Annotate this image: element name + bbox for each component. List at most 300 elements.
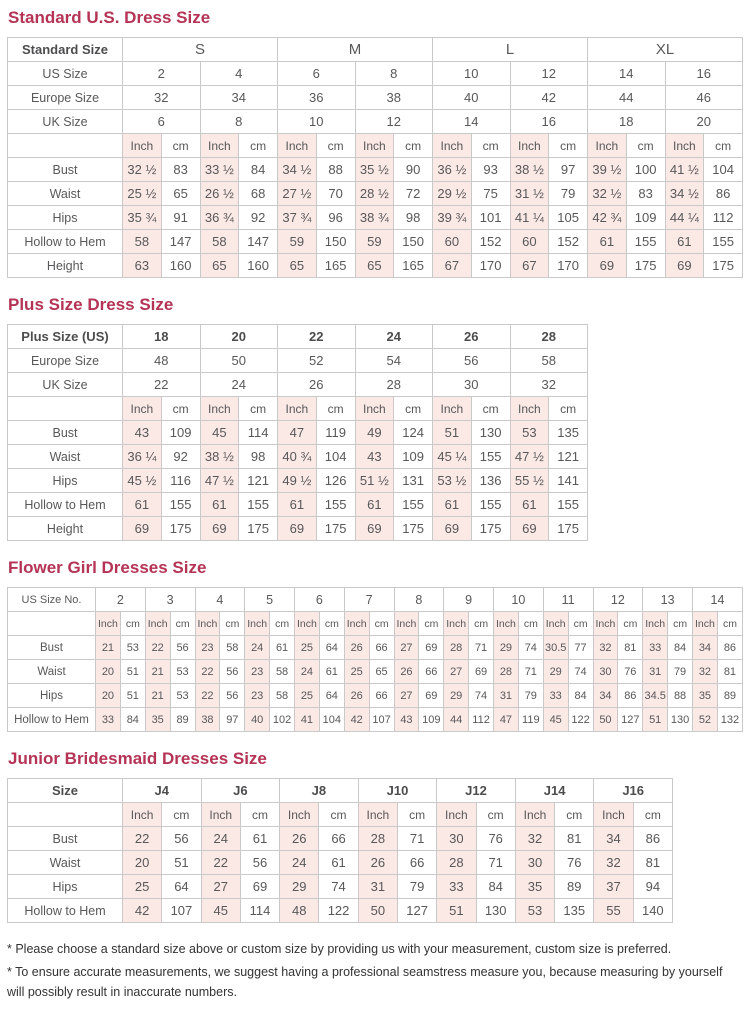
- unit-cm-header: cm: [170, 612, 195, 636]
- row-label: Hips: [8, 684, 96, 708]
- cm-cell: 107: [162, 899, 201, 923]
- inch-cell: 33: [96, 708, 121, 732]
- group-header: 2: [96, 588, 146, 612]
- group-header: M: [278, 38, 433, 62]
- cm-cell: 147: [239, 230, 278, 254]
- unit-cm-header: cm: [549, 397, 588, 421]
- cm-cell: 86: [704, 182, 743, 206]
- unit-cm-header: cm: [316, 134, 355, 158]
- inch-cell: 69: [433, 517, 472, 541]
- inch-cell: 22: [195, 660, 220, 684]
- cm-cell: 66: [419, 660, 444, 684]
- cm-cell: 79: [549, 182, 588, 206]
- row-label: Europe Size: [8, 349, 123, 373]
- cm-cell: 68: [239, 182, 278, 206]
- row-label: UK Size: [8, 373, 123, 397]
- cm-cell: 170: [549, 254, 588, 278]
- info-cell: 12: [510, 62, 588, 86]
- inch-cell: 63: [123, 254, 162, 278]
- unit-cm-header: cm: [394, 134, 433, 158]
- inch-cell: 30.5: [543, 636, 568, 660]
- unit-cm-header: cm: [555, 803, 594, 827]
- cm-cell: 79: [518, 684, 543, 708]
- inch-cell: 33 ½: [200, 158, 239, 182]
- inch-cell: 51 ½: [355, 469, 394, 493]
- unit-cm-header: cm: [220, 612, 245, 636]
- group-header: 22: [278, 325, 356, 349]
- unit-row: [8, 612, 743, 636]
- cm-cell: 71: [518, 660, 543, 684]
- row-label: [8, 803, 123, 827]
- inch-cell: 22: [195, 684, 220, 708]
- unit-cm-header: cm: [397, 803, 436, 827]
- info-cell: 14: [433, 110, 511, 134]
- cm-cell: 56: [162, 827, 201, 851]
- measure-row: [8, 421, 588, 445]
- unit-row: [8, 803, 673, 827]
- unit-cm-header: cm: [419, 612, 444, 636]
- unit-inch-header: Inch: [280, 803, 319, 827]
- cm-cell: 84: [120, 708, 145, 732]
- cm-cell: 114: [240, 899, 279, 923]
- cm-cell: 104: [316, 445, 355, 469]
- inch-cell: 41 ¼: [510, 206, 549, 230]
- inch-cell: 23: [245, 660, 270, 684]
- cm-cell: 165: [316, 254, 355, 278]
- inch-cell: 42 ¾: [588, 206, 627, 230]
- cm-cell: 81: [633, 851, 672, 875]
- unit-cm-header: cm: [471, 134, 510, 158]
- info-cell: 52: [278, 349, 356, 373]
- unit-inch-header: Inch: [96, 612, 121, 636]
- measure-row: [8, 230, 743, 254]
- info-cell: 14: [588, 62, 666, 86]
- inch-cell: 53: [515, 899, 554, 923]
- group-header: 8: [394, 588, 444, 612]
- row-label: Waist: [8, 851, 123, 875]
- info-cell: 32: [123, 86, 201, 110]
- measure-row: [8, 899, 673, 923]
- cm-cell: 100: [626, 158, 665, 182]
- inch-cell: 28: [437, 851, 476, 875]
- inch-cell: 30: [515, 851, 554, 875]
- inch-cell: 34: [693, 636, 718, 660]
- cm-cell: 155: [316, 493, 355, 517]
- cm-cell: 69: [240, 875, 279, 899]
- row-label: US Size: [8, 62, 123, 86]
- cm-cell: 132: [717, 708, 742, 732]
- inch-cell: 20: [96, 660, 121, 684]
- inch-cell: 32: [593, 636, 618, 660]
- group-header: 13: [643, 588, 693, 612]
- cm-cell: 175: [394, 517, 433, 541]
- cm-cell: 76: [555, 851, 594, 875]
- unit-inch-header: Inch: [643, 612, 668, 636]
- group-header: J6: [201, 779, 280, 803]
- cm-cell: 127: [618, 708, 643, 732]
- cm-cell: 150: [316, 230, 355, 254]
- section-standard: [7, 8, 743, 278]
- unit-cm-header: cm: [120, 612, 145, 636]
- measure-row: [8, 182, 743, 206]
- cm-cell: 147: [161, 230, 200, 254]
- cm-cell: 64: [319, 684, 344, 708]
- unit-inch-header: Inch: [693, 612, 718, 636]
- info-cell: 32: [510, 373, 588, 397]
- inch-cell: 67: [433, 254, 472, 278]
- cm-cell: 112: [469, 708, 494, 732]
- info-cell: 34: [200, 86, 278, 110]
- inch-cell: 27: [444, 660, 469, 684]
- inch-cell: 44 ¼: [665, 206, 704, 230]
- corner-header: US Size No.: [8, 588, 96, 612]
- inch-cell: 50: [358, 899, 397, 923]
- unit-inch-header: Inch: [510, 134, 549, 158]
- corner-header: Standard Size: [8, 38, 123, 62]
- cm-cell: 88: [668, 684, 693, 708]
- inch-cell: 38: [195, 708, 220, 732]
- unit-row: [8, 397, 588, 421]
- group-header: J16: [594, 779, 673, 803]
- cm-cell: 152: [549, 230, 588, 254]
- cm-cell: 61: [319, 851, 358, 875]
- group-header: J14: [515, 779, 594, 803]
- inch-cell: 50: [593, 708, 618, 732]
- measure-row: [8, 517, 588, 541]
- inch-cell: 26: [280, 827, 319, 851]
- cm-cell: 136: [471, 469, 510, 493]
- inch-cell: 47: [278, 421, 317, 445]
- info-cell: 56: [433, 349, 511, 373]
- info-cell: 10: [278, 110, 356, 134]
- unit-row: [8, 134, 743, 158]
- row-label: [8, 612, 96, 636]
- inch-cell: 34: [594, 827, 633, 851]
- size-tables-container: [7, 8, 743, 923]
- unit-inch-header: Inch: [295, 612, 320, 636]
- inch-cell: 21: [145, 660, 170, 684]
- flower-size-table: [7, 587, 743, 732]
- group-header: J12: [437, 779, 516, 803]
- cm-cell: 155: [394, 493, 433, 517]
- inch-cell: 55 ½: [510, 469, 549, 493]
- cm-cell: 155: [239, 493, 278, 517]
- inch-cell: 20: [96, 684, 121, 708]
- cm-cell: 155: [471, 493, 510, 517]
- cm-cell: 89: [170, 708, 195, 732]
- group-header: 20: [200, 325, 278, 349]
- inch-cell: 42: [123, 899, 162, 923]
- inch-cell: 69: [200, 517, 239, 541]
- inch-cell: 38 ¾: [355, 206, 394, 230]
- unit-cm-header: cm: [668, 612, 693, 636]
- cm-cell: 51: [162, 851, 201, 875]
- row-label: Waist: [8, 660, 96, 684]
- cm-cell: 79: [397, 875, 436, 899]
- inch-cell: 26: [394, 660, 419, 684]
- row-label: Waist: [8, 182, 123, 206]
- info-cell: 18: [588, 110, 666, 134]
- row-label: Hollow to Hem: [8, 493, 123, 517]
- cm-cell: 75: [471, 182, 510, 206]
- group-header: 14: [693, 588, 743, 612]
- inch-cell: 69: [278, 517, 317, 541]
- inch-cell: 35: [515, 875, 554, 899]
- cm-cell: 81: [555, 827, 594, 851]
- group-header: 28: [510, 325, 588, 349]
- measure-row: [8, 636, 743, 660]
- cm-cell: 140: [633, 899, 672, 923]
- unit-inch-header: Inch: [515, 803, 554, 827]
- section-title-plus: Plus Size Dress Size: [8, 295, 174, 314]
- cm-cell: 175: [316, 517, 355, 541]
- inch-cell: 58: [123, 230, 162, 254]
- cm-cell: 160: [161, 254, 200, 278]
- info-cell: 4: [200, 62, 278, 86]
- inch-cell: 32: [693, 660, 718, 684]
- unit-cm-header: cm: [549, 134, 588, 158]
- inch-cell: 34: [593, 684, 618, 708]
- corner-header: Size: [8, 779, 123, 803]
- unit-cm-header: cm: [469, 612, 494, 636]
- footer-notes: [7, 940, 743, 1016]
- inch-cell: 69: [588, 254, 627, 278]
- cm-cell: 141: [549, 469, 588, 493]
- cm-cell: 58: [220, 636, 245, 660]
- row-label: Hips: [8, 469, 123, 493]
- cm-cell: 131: [394, 469, 433, 493]
- inch-cell: 31: [358, 875, 397, 899]
- group-header: 3: [145, 588, 195, 612]
- inch-cell: 20: [123, 851, 162, 875]
- unit-cm-header: cm: [270, 612, 295, 636]
- group-header-row: [8, 779, 673, 803]
- cm-cell: 96: [316, 206, 355, 230]
- inch-cell: 26: [344, 684, 369, 708]
- cm-cell: 90: [394, 158, 433, 182]
- cm-cell: 77: [568, 636, 593, 660]
- unit-cm-header: cm: [626, 134, 665, 158]
- inch-cell: 28: [358, 827, 397, 851]
- unit-cm-header: cm: [316, 397, 355, 421]
- inch-cell: 45 ½: [123, 469, 162, 493]
- inch-cell: 33: [543, 684, 568, 708]
- inch-cell: 28: [444, 636, 469, 660]
- unit-inch-header: Inch: [594, 803, 633, 827]
- unit-inch-header: Inch: [200, 397, 239, 421]
- inch-cell: 27 ½: [278, 182, 317, 206]
- unit-inch-header: Inch: [433, 397, 472, 421]
- inch-cell: 61: [588, 230, 627, 254]
- inch-cell: 31: [494, 684, 519, 708]
- inch-cell: 58: [200, 230, 239, 254]
- cm-cell: 130: [471, 421, 510, 445]
- cm-cell: 61: [240, 827, 279, 851]
- cm-cell: 109: [161, 421, 200, 445]
- cm-cell: 81: [717, 660, 742, 684]
- cm-cell: 165: [394, 254, 433, 278]
- unit-inch-header: Inch: [278, 134, 317, 158]
- info-cell: 12: [355, 110, 433, 134]
- section-junior: [7, 749, 743, 923]
- row-label: Height: [8, 517, 123, 541]
- cm-cell: 53: [170, 684, 195, 708]
- row-label: Height: [8, 254, 123, 278]
- cm-cell: 155: [704, 230, 743, 254]
- row-label: Hips: [8, 206, 123, 230]
- inch-cell: 24: [245, 636, 270, 660]
- row-label: Hollow to Hem: [8, 708, 96, 732]
- unit-cm-header: cm: [369, 612, 394, 636]
- cm-cell: 122: [568, 708, 593, 732]
- cm-cell: 150: [394, 230, 433, 254]
- group-header: 6: [295, 588, 345, 612]
- info-row: [8, 110, 743, 134]
- info-cell: 36: [278, 86, 356, 110]
- unit-inch-header: Inch: [123, 397, 162, 421]
- cm-cell: 121: [239, 469, 278, 493]
- row-label: Bust: [8, 158, 123, 182]
- inch-cell: 61: [510, 493, 549, 517]
- inch-cell: 61: [200, 493, 239, 517]
- cm-cell: 119: [518, 708, 543, 732]
- inch-cell: 47 ½: [200, 469, 239, 493]
- unit-inch-header: Inch: [201, 803, 240, 827]
- unit-cm-header: cm: [239, 134, 278, 158]
- cm-cell: 66: [397, 851, 436, 875]
- cm-cell: 74: [518, 636, 543, 660]
- inch-cell: 52: [693, 708, 718, 732]
- group-header: J10: [358, 779, 437, 803]
- info-cell: 58: [510, 349, 588, 373]
- inch-cell: 45: [543, 708, 568, 732]
- inch-cell: 43: [355, 445, 394, 469]
- inch-cell: 61: [278, 493, 317, 517]
- inch-cell: 29: [444, 684, 469, 708]
- row-label: Hollow to Hem: [8, 899, 123, 923]
- group-header: L: [433, 38, 588, 62]
- cm-cell: 155: [626, 230, 665, 254]
- inch-cell: 34 ½: [665, 182, 704, 206]
- info-cell: 8: [200, 110, 278, 134]
- cm-cell: 58: [270, 660, 295, 684]
- measure-row: [8, 493, 588, 517]
- unit-cm-header: cm: [476, 803, 515, 827]
- group-header: 24: [355, 325, 433, 349]
- unit-inch-header: Inch: [543, 612, 568, 636]
- cm-cell: 86: [633, 827, 672, 851]
- section-flower: [7, 558, 743, 732]
- unit-cm-header: cm: [518, 612, 543, 636]
- info-row: [8, 86, 743, 110]
- cm-cell: 109: [419, 708, 444, 732]
- cm-cell: 81: [618, 636, 643, 660]
- unit-inch-header: Inch: [358, 803, 397, 827]
- info-cell: 16: [665, 62, 743, 86]
- cm-cell: 175: [239, 517, 278, 541]
- cm-cell: 83: [626, 182, 665, 206]
- row-label: Bust: [8, 827, 123, 851]
- inch-cell: 25: [295, 684, 320, 708]
- inch-cell: 33: [643, 636, 668, 660]
- row-label: [8, 134, 123, 158]
- info-cell: 48: [123, 349, 201, 373]
- cm-cell: 74: [319, 875, 358, 899]
- inch-cell: 27: [201, 875, 240, 899]
- inch-cell: 67: [510, 254, 549, 278]
- cm-cell: 175: [161, 517, 200, 541]
- info-cell: 6: [123, 110, 201, 134]
- cm-cell: 86: [618, 684, 643, 708]
- section-title-standard: Standard U.S. Dress Size: [8, 8, 211, 27]
- cm-cell: 98: [394, 206, 433, 230]
- inch-cell: 61: [433, 493, 472, 517]
- cm-cell: 92: [161, 445, 200, 469]
- inch-cell: 49: [355, 421, 394, 445]
- info-cell: 2: [123, 62, 201, 86]
- info-cell: 24: [200, 373, 278, 397]
- cm-cell: 84: [668, 636, 693, 660]
- measure-row: [8, 660, 743, 684]
- inch-cell: 25 ½: [123, 182, 162, 206]
- inch-cell: 60: [433, 230, 472, 254]
- group-header: J4: [123, 779, 202, 803]
- cm-cell: 64: [319, 636, 344, 660]
- unit-cm-header: cm: [717, 612, 742, 636]
- cm-cell: 94: [633, 875, 672, 899]
- inch-cell: 42: [344, 708, 369, 732]
- inch-cell: 61: [355, 493, 394, 517]
- inch-cell: 36 ¼: [123, 445, 162, 469]
- unit-inch-header: Inch: [245, 612, 270, 636]
- inch-cell: 23: [195, 636, 220, 660]
- cm-cell: 56: [240, 851, 279, 875]
- inch-cell: 69: [665, 254, 704, 278]
- unit-cm-header: cm: [618, 612, 643, 636]
- cm-cell: 175: [626, 254, 665, 278]
- cm-cell: 155: [161, 493, 200, 517]
- unit-cm-header: cm: [240, 803, 279, 827]
- inch-cell: 21: [145, 684, 170, 708]
- info-cell: 28: [355, 373, 433, 397]
- cm-cell: 51: [120, 684, 145, 708]
- info-cell: 54: [355, 349, 433, 373]
- cm-cell: 175: [704, 254, 743, 278]
- unit-inch-header: Inch: [123, 803, 162, 827]
- inch-cell: 43: [394, 708, 419, 732]
- plus-size-table: [7, 324, 588, 541]
- cm-cell: 84: [239, 158, 278, 182]
- cm-cell: 56: [220, 660, 245, 684]
- cm-cell: 130: [668, 708, 693, 732]
- measure-row: [8, 445, 588, 469]
- group-header: 26: [433, 325, 511, 349]
- cm-cell: 65: [161, 182, 200, 206]
- section-plus: [7, 295, 743, 541]
- cm-cell: 97: [549, 158, 588, 182]
- unit-inch-header: Inch: [510, 397, 549, 421]
- measure-row: [8, 469, 588, 493]
- cm-cell: 101: [471, 206, 510, 230]
- cm-cell: 89: [717, 684, 742, 708]
- unit-inch-header: Inch: [355, 134, 394, 158]
- inch-cell: 22: [123, 827, 162, 851]
- group-header: 4: [195, 588, 245, 612]
- unit-inch-header: Inch: [494, 612, 519, 636]
- measure-row: [8, 254, 743, 278]
- inch-cell: 65: [355, 254, 394, 278]
- inch-cell: 31: [643, 660, 668, 684]
